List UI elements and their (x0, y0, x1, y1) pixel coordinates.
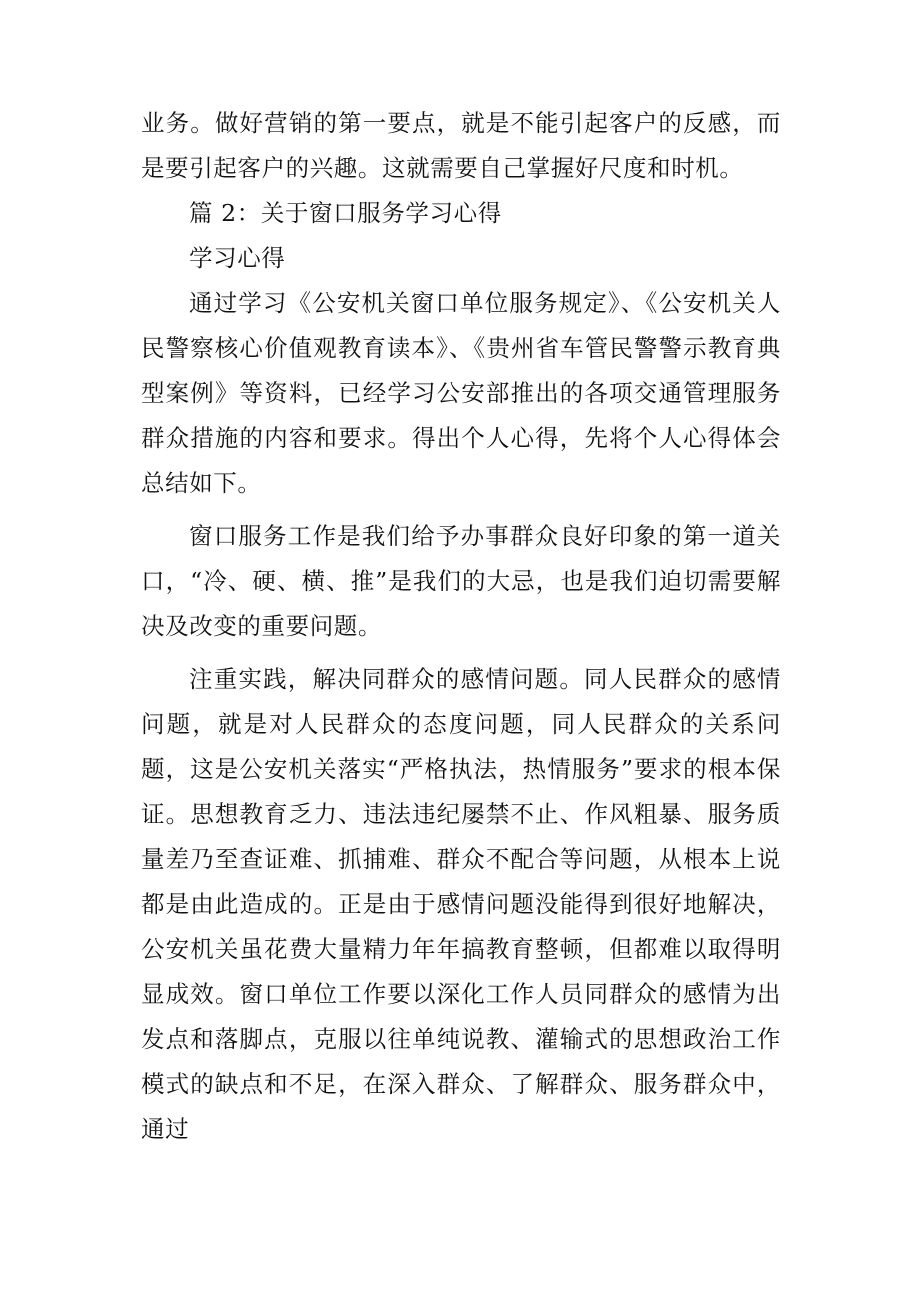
paragraph-intro: 通过学习《公安机关窗口单位服务规定》、《公安机关人民警察核心价值观教育读本》、《贵州省车管民警警示教育典型案例》等资料，已经学习公安部推出的各项交通管理服务群众措施的内容和要求。得出个人心得，先将个人心得体会总结如下。 (141, 289, 781, 497)
paragraph-practice: 注重实践，解决同群众的感情问题。同人民群众的感情问题，就是对人民群众的态度问题，同人民群众的关系问题，这是公安机关落实“严格执法，热情服务”要求的根本保证。思想教育乏力、违法违纪屡禁不止、作风粗暴、服务质量差乃至查证难、抓捕难、群众不配合等问题，从根本上说都是由此造成的。正是由于感情问题没能得到很好地解决，公安机关虽花费大量精力年年搞教育整顿，但都难以取得明显成效。窗口单位工作要以深化工作人员同群众的感情为出发点和落脚点，克服以往单纯说教、灌输式的思想政治工作模式的缺点和不足，在深入群众、了解群众、服务群众中，通过 (141, 665, 781, 1143)
document-page (141, 101, 781, 1152)
section-subtitle: 学习心得 (189, 244, 286, 272)
section-heading: 篇 2：关于窗口服务学习心得 (189, 199, 502, 227)
paragraph-window-service: 窗口服务工作是我们给予办事群众良好印象的第一道关口，“冷、硬、横、推”是我们的大忌，也是我们迫切需要解决及改变的重要问题。 (141, 522, 781, 640)
paragraph-continuation: 业务。做好营销的第一要点，就是不能引起客户的反感，而是要引起客户的兴趣。这就需要自己掌握好尺度和时机。 (141, 109, 781, 182)
